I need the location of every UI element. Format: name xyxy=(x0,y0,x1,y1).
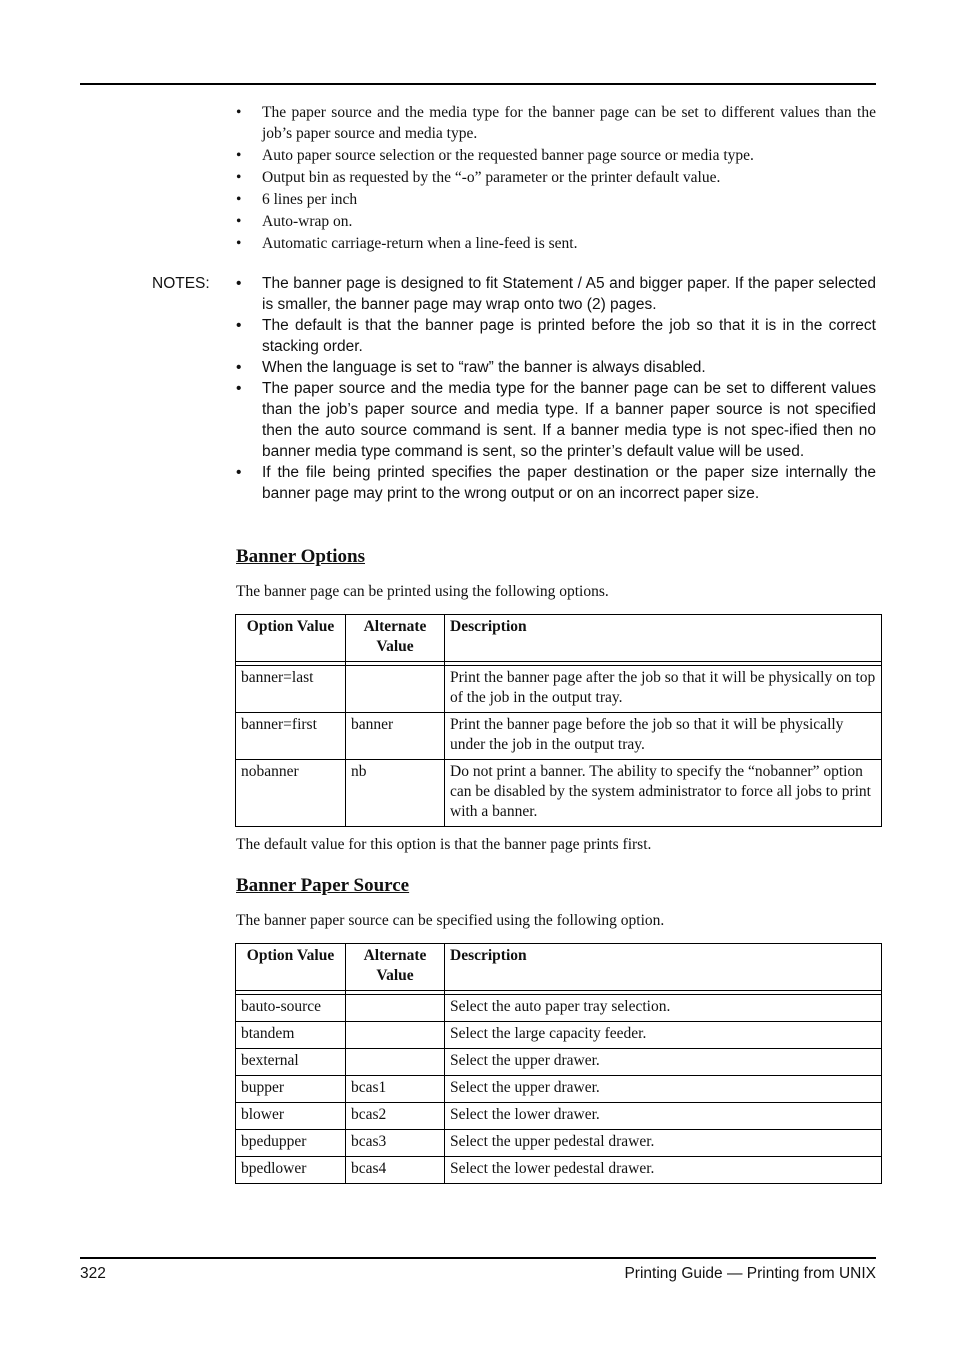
bullet-icon: • xyxy=(236,359,242,376)
table-header-row xyxy=(236,944,882,991)
table-row xyxy=(236,1157,882,1184)
table-row xyxy=(236,995,882,1022)
list-item: • Automatic carriage-return when a line-feed is sent. xyxy=(236,235,578,252)
list-item: • The paper source and the media type for the banner page can be set to different values than the job’s paper source and media type. xyxy=(236,104,876,142)
description-cell: Do not print a banner. The ability to specify the “nobanner” option can be disabled by the system administrator to force all jobs to print with a banner. xyxy=(445,760,882,827)
alternate-value-cell xyxy=(346,1049,445,1076)
table-row xyxy=(236,1076,882,1103)
bullet-icon: • xyxy=(236,191,242,208)
table-row xyxy=(236,1130,882,1157)
description-cell: Select the auto paper tray selection. xyxy=(445,995,882,1022)
description-cell: Select the upper drawer. xyxy=(445,1076,882,1103)
section-heading-banner-options: Banner Options xyxy=(236,546,365,567)
list-item: • Auto paper source selection or the requested banner page source or media type. xyxy=(236,147,754,164)
option-value-cell: banner=first xyxy=(236,713,346,760)
table-row xyxy=(236,760,882,827)
list-item: • The default is that the banner page is printed before the job so that it is in the correct stacking order. xyxy=(236,317,876,355)
option-value-cell: bupper xyxy=(236,1076,346,1103)
alternate-value-cell xyxy=(346,995,445,1022)
option-value-cell: bpedlower xyxy=(236,1157,346,1184)
banner-paper-source-intro: The banner paper source can be specified using the following option. xyxy=(236,912,665,929)
bullet-icon: • xyxy=(236,147,242,164)
list-item: • 6 lines per inch xyxy=(236,191,358,208)
table-row xyxy=(236,713,882,760)
notes-list xyxy=(236,273,876,504)
alternate-value-cell: bcas3 xyxy=(346,1130,445,1157)
bullet-icon: • xyxy=(236,169,242,186)
option-value-cell: nobanner xyxy=(236,760,346,827)
alternate-value-cell xyxy=(346,666,445,713)
header-option-value: Option Value xyxy=(236,615,346,662)
option-value-cell: blower xyxy=(236,1103,346,1130)
section-heading-banner-paper-source: Banner Paper Source xyxy=(236,875,410,896)
option-value-cell: bauto-source xyxy=(236,995,346,1022)
intro-bullet-section xyxy=(236,102,876,255)
notes-label: NOTES: xyxy=(152,275,210,292)
notes-section xyxy=(152,273,876,504)
description-cell: Select the lower pedestal drawer. xyxy=(445,1157,882,1184)
alternate-value-cell xyxy=(346,1022,445,1049)
option-value-cell: btandem xyxy=(236,1022,346,1049)
description-cell: Select the lower drawer. xyxy=(445,1103,882,1130)
intro-bullet-list xyxy=(236,102,876,254)
footer-rule xyxy=(80,1257,876,1259)
header-alternate-value: Alternate Value xyxy=(346,944,445,991)
table-row xyxy=(236,666,882,713)
bullet-icon: • xyxy=(236,380,242,397)
bullet-icon: • xyxy=(236,275,242,292)
banner-paper-source-table xyxy=(235,943,882,1184)
description-cell: Select the upper pedestal drawer. xyxy=(445,1130,882,1157)
page-number: 322 xyxy=(80,1265,106,1282)
header-option-value: Option Value xyxy=(236,944,346,991)
alternate-value-cell: banner xyxy=(346,713,445,760)
bullet-icon: • xyxy=(236,104,242,121)
description-cell: Print the banner page after the job so that it will be physically on top of the job in the output tray. xyxy=(445,666,882,713)
bullet-icon: • xyxy=(236,464,242,481)
description-cell: Print the banner page before the job so that it will be physically under the job in the output tray. xyxy=(445,713,882,760)
banner-options-table xyxy=(235,614,882,827)
header-description: Description xyxy=(445,944,882,991)
table-row xyxy=(236,1103,882,1130)
alternate-value-cell: bcas4 xyxy=(346,1157,445,1184)
bullet-icon: • xyxy=(236,235,242,252)
header-description: Description xyxy=(445,615,882,662)
description-cell: Select the large capacity feeder. xyxy=(445,1022,882,1049)
banner-options-default-note: The default value for this option is that the banner page prints first. xyxy=(236,836,652,853)
option-value-cell: bpedupper xyxy=(236,1130,346,1157)
alternate-value-cell: bcas2 xyxy=(346,1103,445,1130)
bullet-icon: • xyxy=(236,317,242,334)
footer-title: Printing Guide — Printing from UNIX xyxy=(624,1265,876,1282)
header-alternate-value: Alternate Value xyxy=(346,615,445,662)
header-rule xyxy=(80,83,876,85)
option-value-cell: banner=last xyxy=(236,666,346,713)
banner-options-intro: The banner page can be printed using the following options. xyxy=(236,583,609,600)
description-cell: Select the upper drawer. xyxy=(445,1049,882,1076)
list-item: • The banner page is designed to fit Statement / A5 and bigger paper. If the paper selected is smaller, the banner page may wrap onto two (2) pages. xyxy=(236,275,876,313)
table-row xyxy=(236,1022,882,1049)
list-item: • When the language is set to “raw” the banner is always disabled. xyxy=(236,359,706,376)
table-row xyxy=(236,1049,882,1076)
alternate-value-cell: bcas1 xyxy=(346,1076,445,1103)
list-item: • If the file being printed specifies the paper destination or the paper size internally the banner page may print to the wrong output or on an incorrect paper size. xyxy=(236,464,876,502)
list-item: • The paper source and the media type for the banner page can be set to different values than the job’s paper source and media type. If a banner paper source is not specified then the auto source command is sent. If a banner media type is not spec-ified then no banner media type command is sent, so the printer’s default value will be used. xyxy=(236,380,876,460)
table-header-row xyxy=(236,615,882,662)
list-item: • Output bin as requested by the “-o” parameter or the printer default value. xyxy=(236,169,721,186)
option-value-cell: bexternal xyxy=(236,1049,346,1076)
bullet-icon: • xyxy=(236,213,242,230)
alternate-value-cell: nb xyxy=(346,760,445,827)
list-item: • Auto-wrap on. xyxy=(236,213,353,230)
